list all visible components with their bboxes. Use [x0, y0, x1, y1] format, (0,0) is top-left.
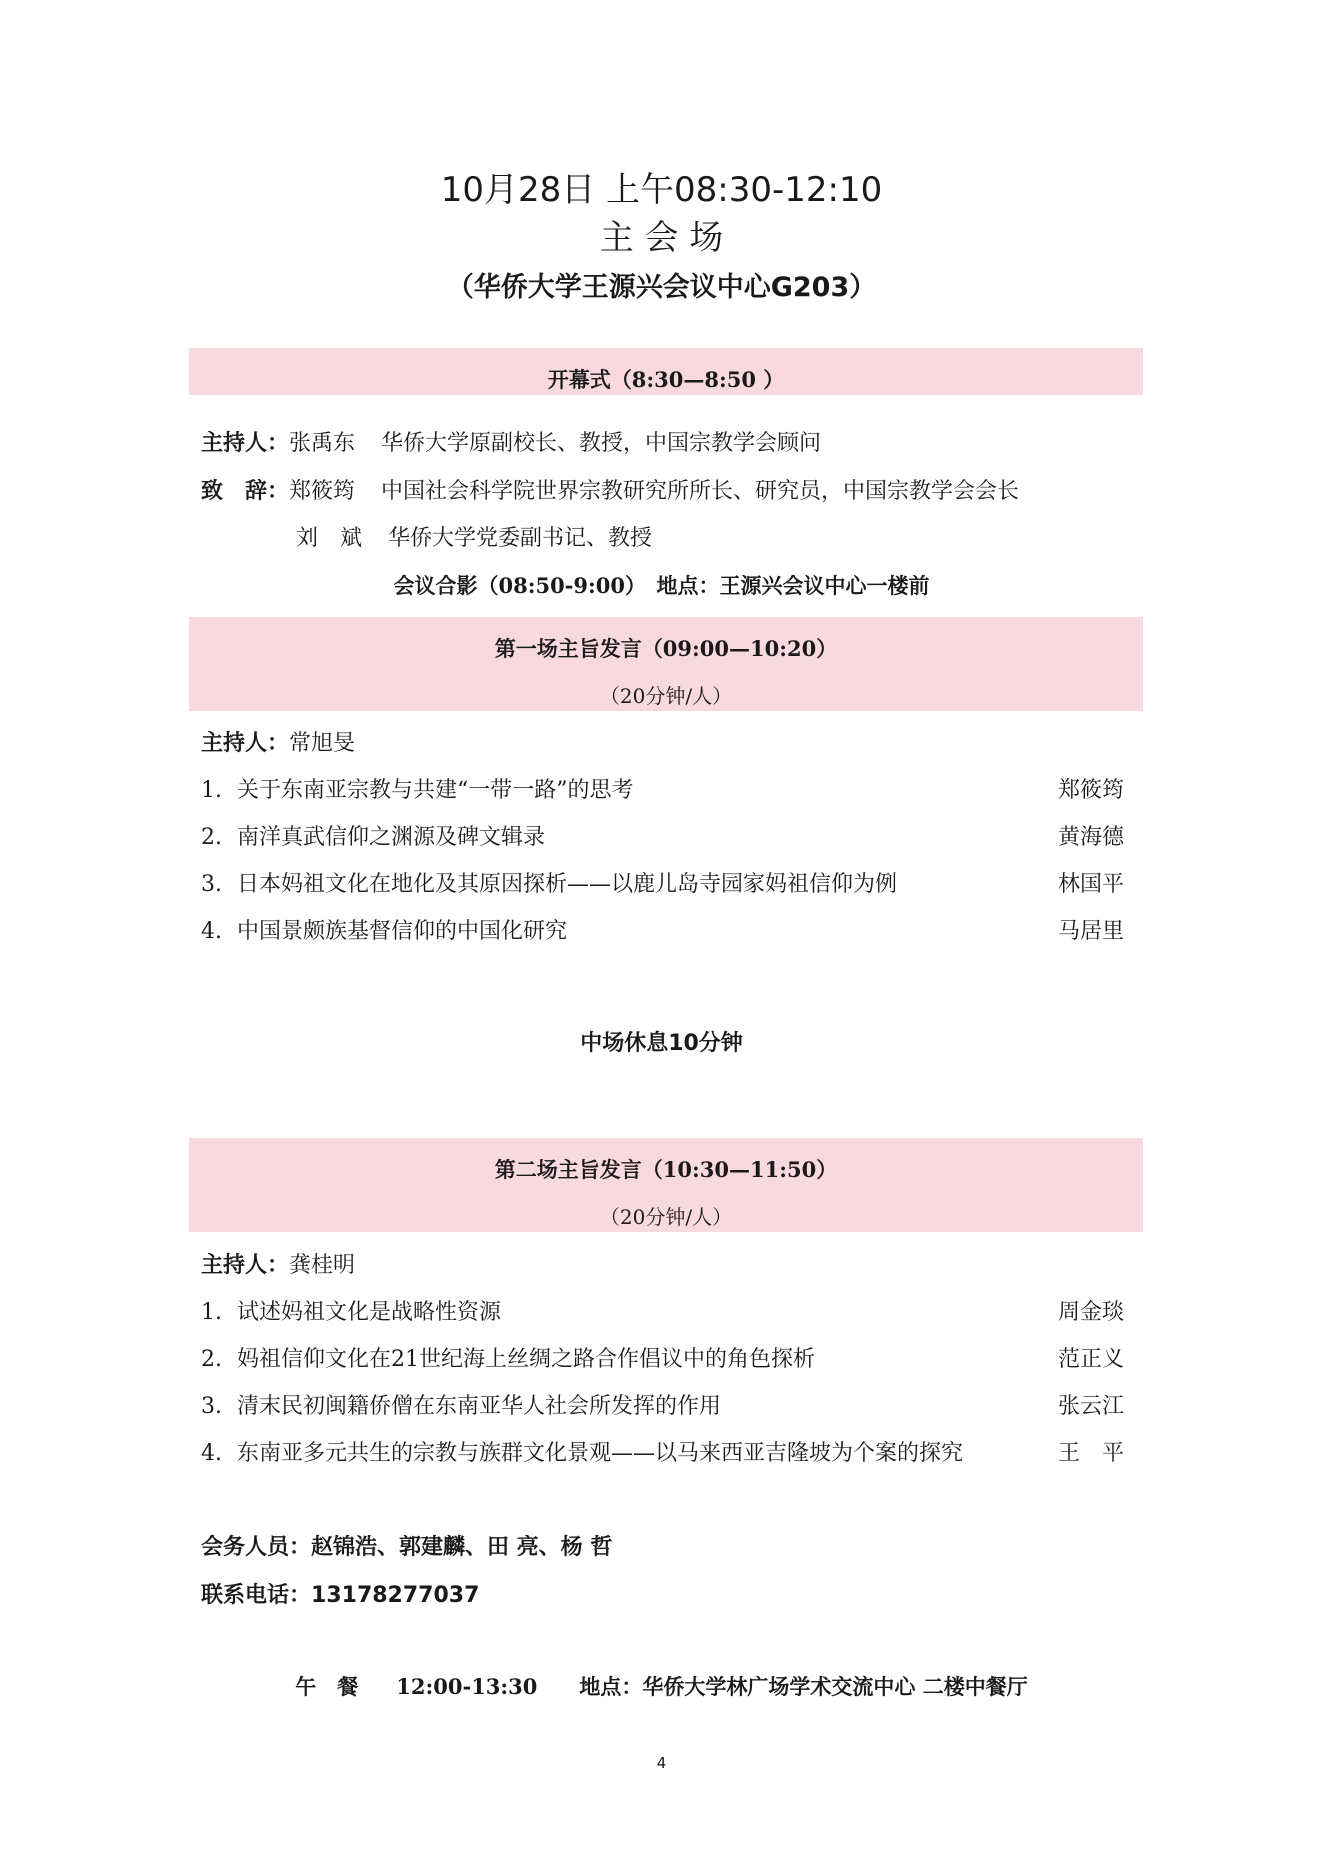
talk-speaker: 范正义	[1058, 1347, 1125, 1372]
list-item	[201, 914, 567, 945]
lunch-row	[0, 1671, 1323, 1701]
talk-number: 3.	[201, 1394, 222, 1419]
venue-location: （华侨大学王源兴会议中心G203）	[446, 272, 877, 303]
talk-title: 日本妈祖文化在地化及其原因探析——以鹿儿岛寺园家妈祖信仰为例	[237, 872, 898, 897]
session1-subtitle: （20分钟/人）	[599, 684, 733, 708]
talk-number: 1.	[201, 778, 222, 803]
host-label: 主持人：	[201, 730, 290, 756]
lunch-label: 午 餐	[295, 1674, 359, 1699]
talk-number: 2.	[201, 1347, 222, 1372]
talk-title: 中国景颇族基督信仰的中国化研究	[237, 919, 568, 944]
list-item	[201, 820, 545, 851]
list-item	[201, 1389, 721, 1420]
host-name: 常旭旻	[289, 731, 356, 756]
page-title-datetime: 10月28日 上午08:30-12:10	[440, 170, 883, 210]
talk-speaker: 黄海德	[1058, 825, 1125, 850]
talk-number: 4.	[201, 919, 222, 944]
staff-row	[201, 1530, 612, 1561]
photo-line: 会议合影（08:50-9:00） 地点：王源兴会议中心一楼前	[393, 573, 930, 598]
page-number: 4	[656, 1754, 667, 1772]
list-item	[201, 1342, 815, 1373]
staff-label: 会务人员：	[201, 1535, 312, 1560]
talk-title: 试述妈祖文化是战略性资源	[237, 1300, 502, 1325]
session1-host-row	[201, 726, 355, 757]
talk-title: 妈祖信仰文化在21世纪海上丝绸之路合作倡议中的角色探析	[237, 1347, 815, 1372]
session2-host-row	[201, 1248, 355, 1279]
talk-title: 东南亚多元共生的宗教与族群文化景观——以马来西亚吉隆坡为个案的探究	[237, 1441, 964, 1466]
speaker-name: 刘 斌	[296, 526, 363, 551]
speaker-name: 郑筱筠	[289, 479, 356, 504]
talk-speaker: 郑筱筠	[1058, 778, 1125, 803]
contact-row	[201, 1578, 479, 1609]
speaker-title: 华侨大学党委副书记、教授	[388, 526, 653, 551]
host-name: 张禹东	[289, 431, 356, 456]
opening-host-row	[201, 426, 821, 457]
list-item	[201, 1436, 963, 1467]
lunch-place: 地点：华侨大学林广场学术交流中心 二楼中餐厅	[579, 1674, 1028, 1699]
staff-names: 赵锦浩、郭建麟、田 亮、杨 哲	[311, 1535, 613, 1560]
speaker-title: 中国社会科学院世界宗教研究所所长、研究员，中国宗教学会会长	[381, 479, 1020, 504]
lunch-time: 12:00-13:30	[396, 1674, 538, 1699]
talk-title: 清末民初闽籍侨僧在东南亚华人社会所发挥的作用	[237, 1394, 722, 1419]
host-name: 龚桂明	[289, 1253, 356, 1278]
talk-number: 1.	[201, 1300, 222, 1325]
speech-label: 致 辞：	[201, 478, 290, 504]
talk-speaker: 周金琰	[1058, 1300, 1125, 1325]
talk-speaker: 马居里	[1058, 919, 1125, 944]
talk-speaker: 王 平	[1058, 1441, 1125, 1466]
list-item	[201, 1295, 501, 1326]
talk-title: 南洋真武信仰之渊源及碑文辑录	[237, 825, 546, 850]
opening-speech-row	[201, 474, 1019, 505]
break-notice: 中场休息10分钟	[580, 1031, 743, 1056]
contact-phone: 13178277037	[311, 1583, 480, 1608]
list-item	[201, 773, 634, 804]
venue-title: 主 会 场	[599, 218, 724, 258]
session2-subtitle: （20分钟/人）	[599, 1205, 733, 1229]
talk-speaker: 林国平	[1058, 872, 1125, 897]
host-label: 主持人：	[201, 1252, 290, 1278]
opening-title: 开幕式（8:30—8:50 ）	[547, 367, 785, 392]
talk-number: 2.	[201, 825, 222, 850]
list-item	[201, 867, 897, 898]
host-label: 主持人：	[201, 430, 290, 456]
session1-title: 第一场主旨发言（09:00—10:20）	[494, 636, 838, 661]
talk-speaker: 张云江	[1058, 1394, 1125, 1419]
talk-title: 关于东南亚宗教与共建“一带一路”的思考	[237, 778, 634, 803]
session2-title: 第二场主旨发言（10:30—11:50）	[494, 1157, 838, 1182]
talk-number: 3.	[201, 872, 222, 897]
opening-speech-row-2	[296, 521, 652, 552]
talk-number: 4.	[201, 1441, 222, 1466]
contact-label: 联系电话：	[201, 1583, 312, 1608]
host-title: 华侨大学原副校长、教授，中国宗教学会顾问	[381, 431, 822, 456]
